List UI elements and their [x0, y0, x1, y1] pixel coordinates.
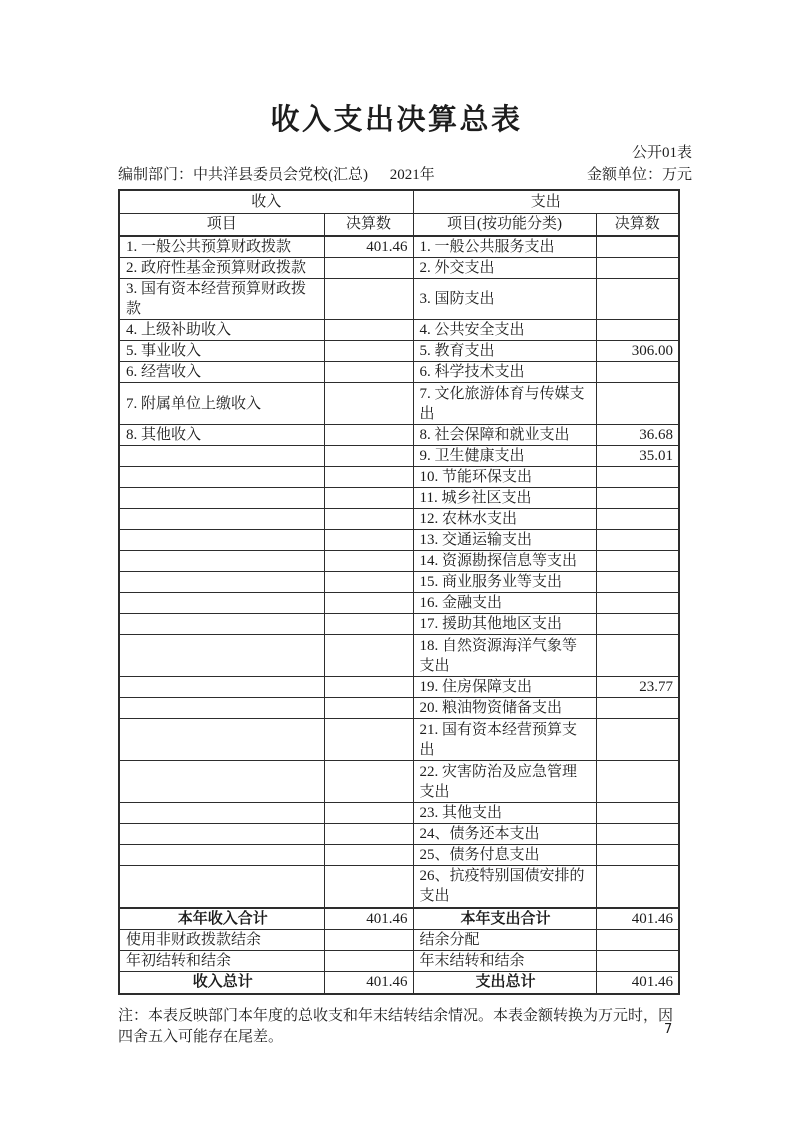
income-item-cell — [119, 530, 324, 551]
income-item-cell — [119, 614, 324, 635]
expense-amount-cell: 401.46 — [596, 972, 679, 994]
income-item-cell — [119, 824, 324, 845]
income-item-cell: 6. 经营收入 — [119, 362, 324, 383]
expense-item-cell: 14. 资源勘探信息等支出 — [413, 551, 596, 572]
expense-amount-cell — [596, 236, 679, 258]
income-item-cell: 4. 上级补助收入 — [119, 320, 324, 341]
expense-amount-cell — [596, 362, 679, 383]
expense-item-cell: 7. 文化旅游体育与传媒支出 — [413, 383, 596, 425]
income-amount-cell — [324, 279, 413, 320]
footnote-line-1: 注：本表反映部门本年度的总收支和年末结转结余情况。本表金额转换为万元时，因 — [118, 1007, 674, 1024]
expense-amount-cell — [596, 551, 679, 572]
income-item-cell — [119, 698, 324, 719]
table-number: 公开01表 — [631, 145, 692, 161]
expense-item-cell: 9. 卫生健康支出 — [413, 446, 596, 467]
income-amount-header: 决算数 — [324, 213, 413, 236]
expense-amount-cell — [596, 320, 679, 341]
expense-amount-cell — [596, 719, 679, 761]
expense-amount-cell — [596, 824, 679, 845]
table-row — [119, 951, 679, 972]
expense-item-cell: 18. 自然资源海洋气象等支出 — [413, 635, 596, 677]
income-item-cell: 本年收入合计 — [119, 908, 324, 930]
summary-row — [119, 908, 679, 930]
expense-item-cell: 25、债务付息支出 — [413, 845, 596, 866]
document-meta — [118, 144, 692, 184]
prepared-by — [118, 166, 435, 184]
expense-item-cell: 26、抗疫特别国债安排的支出 — [413, 866, 596, 908]
income-amount-cell — [324, 488, 413, 509]
prepared-by-label: 编制部门：中共洋县委员会党校(汇总) — [118, 167, 368, 183]
income-item-cell — [119, 719, 324, 761]
expense-amount-cell — [596, 845, 679, 866]
unit-label: 金额单位：万元 — [586, 167, 692, 183]
table-row — [119, 635, 679, 677]
table-row — [119, 593, 679, 614]
table-row — [119, 488, 679, 509]
income-item-header: 项目 — [119, 213, 324, 236]
income-amount-cell — [324, 930, 413, 951]
table-row — [119, 572, 679, 593]
income-item-cell — [119, 803, 324, 824]
table-row — [119, 467, 679, 488]
expense-amount-cell — [596, 279, 679, 320]
expense-amount-cell — [596, 698, 679, 719]
income-item-cell: 2. 政府性基金预算财政拨款 — [119, 258, 324, 279]
summary-row — [119, 972, 679, 994]
income-amount-cell — [324, 572, 413, 593]
expense-item-cell: 11. 城乡社区支出 — [413, 488, 596, 509]
income-amount-cell — [324, 698, 413, 719]
income-amount-cell — [324, 320, 413, 341]
table-row — [119, 824, 679, 845]
income-amount-cell — [324, 446, 413, 467]
expense-group-header: 支出 — [413, 190, 679, 213]
income-amount-cell — [324, 341, 413, 362]
expense-amount-cell: 36.68 — [596, 425, 679, 446]
expense-item-cell: 1. 一般公共服务支出 — [413, 236, 596, 258]
income-amount-cell — [324, 866, 413, 908]
income-item-cell — [119, 593, 324, 614]
page-title: 收入支出决算总表 — [270, 104, 523, 136]
table-row — [119, 866, 679, 908]
expense-amount-cell — [596, 572, 679, 593]
expense-item-cell: 22. 灾害防治及应急管理支出 — [413, 761, 596, 803]
expense-item-cell: 20. 粮油物资储备支出 — [413, 698, 596, 719]
expense-amount-cell — [596, 635, 679, 677]
table-row — [119, 509, 679, 530]
expense-amount-cell — [596, 488, 679, 509]
expense-item-cell: 17. 援助其他地区支出 — [413, 614, 596, 635]
income-amount-cell: 401.46 — [324, 236, 413, 258]
income-amount-cell — [324, 951, 413, 972]
income-item-cell — [119, 866, 324, 908]
table-row — [119, 530, 679, 551]
income-item-cell: 收入总计 — [119, 972, 324, 994]
table-row — [119, 719, 679, 761]
expense-amount-cell — [596, 383, 679, 425]
expense-item-cell: 15. 商业服务业等支出 — [413, 572, 596, 593]
expense-amount-cell — [596, 930, 679, 951]
expense-item-cell: 4. 公共安全支出 — [413, 320, 596, 341]
income-item-cell — [119, 761, 324, 803]
table-row — [119, 677, 679, 698]
expense-item-cell: 6. 科学技术支出 — [413, 362, 596, 383]
income-amount-cell: 401.46 — [324, 908, 413, 930]
table-row — [119, 803, 679, 824]
income-amount-cell — [324, 593, 413, 614]
income-amount-cell — [324, 803, 413, 824]
expense-item-cell: 5. 教育支出 — [413, 341, 596, 362]
income-amount-cell — [324, 719, 413, 761]
income-item-cell — [119, 488, 324, 509]
expense-amount-header: 决算数 — [596, 213, 679, 236]
table-row — [119, 614, 679, 635]
table-row — [119, 446, 679, 467]
income-amount-cell — [324, 467, 413, 488]
income-amount-cell — [324, 845, 413, 866]
expense-item-cell: 19. 住房保障支出 — [413, 677, 596, 698]
table-row — [119, 258, 679, 279]
income-item-cell: 7. 附属单位上缴收入 — [119, 383, 324, 425]
income-amount-cell — [324, 530, 413, 551]
expense-item-cell: 23. 其他支出 — [413, 803, 596, 824]
income-item-cell — [119, 635, 324, 677]
budget-table — [118, 189, 680, 995]
income-amount-cell — [324, 824, 413, 845]
expense-amount-cell: 401.46 — [596, 908, 679, 930]
income-amount-cell — [324, 635, 413, 677]
footnote — [118, 1006, 684, 1048]
income-item-cell — [119, 845, 324, 866]
income-item-cell — [119, 509, 324, 530]
table-row — [119, 320, 679, 341]
income-item-cell — [119, 446, 324, 467]
expense-amount-cell — [596, 803, 679, 824]
table-row — [119, 845, 679, 866]
income-item-cell — [119, 551, 324, 572]
expense-amount-cell — [596, 509, 679, 530]
income-amount-cell — [324, 258, 413, 279]
income-amount-cell — [324, 677, 413, 698]
expense-amount-cell — [596, 467, 679, 488]
income-amount-cell — [324, 383, 413, 425]
table-row — [119, 930, 679, 951]
expense-item-cell: 21. 国有资本经营预算支出 — [413, 719, 596, 761]
expense-item-cell: 结余分配 — [413, 930, 596, 951]
income-item-cell: 使用非财政拨款结余 — [119, 930, 324, 951]
income-item-cell: 5. 事业收入 — [119, 341, 324, 362]
summary-rows — [119, 908, 679, 994]
expense-amount-cell — [596, 530, 679, 551]
income-amount-cell: 401.46 — [324, 972, 413, 994]
expense-item-cell: 8. 社会保障和就业支出 — [413, 425, 596, 446]
expense-amount-cell: 35.01 — [596, 446, 679, 467]
income-item-cell: 3. 国有资本经营预算财政拨款 — [119, 279, 324, 320]
income-item-cell: 8. 其他收入 — [119, 425, 324, 446]
income-item-cell: 1. 一般公共预算财政拨款 — [119, 236, 324, 258]
expense-item-header: 项目(按功能分类) — [413, 213, 596, 236]
footnote-line-2: 四舍五入可能存在尾差。 — [118, 1028, 284, 1045]
income-amount-cell — [324, 551, 413, 572]
table-row — [119, 236, 679, 258]
income-amount-cell — [324, 509, 413, 530]
meta-row — [118, 166, 692, 184]
expense-amount-cell — [596, 614, 679, 635]
expense-amount-cell — [596, 866, 679, 908]
expense-item-cell: 24、债务还本支出 — [413, 824, 596, 845]
table-row — [119, 383, 679, 425]
expense-amount-cell — [596, 258, 679, 279]
income-amount-cell — [324, 614, 413, 635]
table-row — [119, 279, 679, 320]
table-row — [119, 341, 679, 362]
table-row — [119, 761, 679, 803]
table-row — [119, 551, 679, 572]
expense-amount-cell: 23.77 — [596, 677, 679, 698]
expense-item-cell: 2. 外交支出 — [413, 258, 596, 279]
group-header-row — [119, 190, 679, 213]
expense-item-cell: 13. 交通运输支出 — [413, 530, 596, 551]
expense-amount-cell — [596, 761, 679, 803]
year-label: 2021年 — [389, 167, 435, 183]
expense-item-cell: 3. 国防支出 — [413, 279, 596, 320]
expense-item-cell: 12. 农林水支出 — [413, 509, 596, 530]
expense-amount-cell — [596, 951, 679, 972]
income-item-cell — [119, 467, 324, 488]
income-amount-cell — [324, 362, 413, 383]
page-number: 7 — [664, 1022, 673, 1037]
table-row — [119, 362, 679, 383]
income-item-cell — [119, 677, 324, 698]
expense-item-cell: 10. 节能环保支出 — [413, 467, 596, 488]
expense-amount-cell — [596, 593, 679, 614]
expense-item-cell: 16. 金融支出 — [413, 593, 596, 614]
table-row — [119, 425, 679, 446]
income-item-cell: 年初结转和结余 — [119, 951, 324, 972]
expense-amount-cell: 306.00 — [596, 341, 679, 362]
table-row — [119, 698, 679, 719]
expense-item-cell: 本年支出合计 — [413, 908, 596, 930]
expense-item-cell: 支出总计 — [413, 972, 596, 994]
expense-item-cell: 年末结转和结余 — [413, 951, 596, 972]
main-rows — [119, 236, 679, 908]
column-header-row — [119, 213, 679, 236]
income-group-header: 收入 — [119, 190, 413, 213]
income-amount-cell — [324, 761, 413, 803]
income-amount-cell — [324, 425, 413, 446]
income-item-cell — [119, 572, 324, 593]
